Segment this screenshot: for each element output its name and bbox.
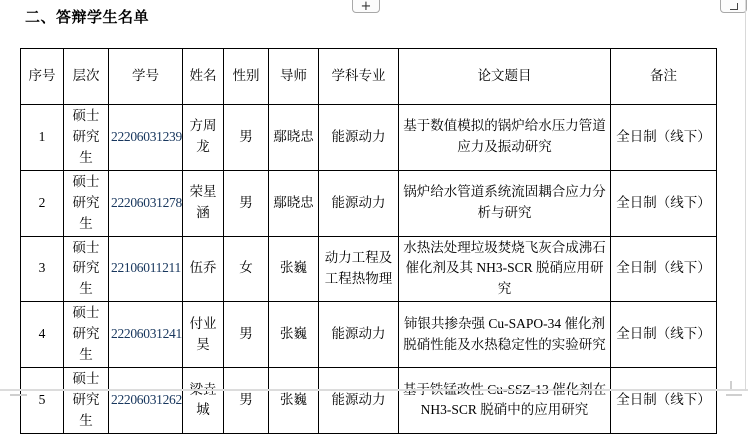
column-header: 序号 [21, 49, 64, 105]
cell-name: 伍乔 [183, 236, 224, 302]
cell-note: 全日制（线下） [611, 368, 717, 434]
cell-index: 5 [21, 368, 64, 434]
cell-name: 方周龙 [183, 105, 224, 171]
cell-gender: 男 [224, 105, 269, 171]
cell-name: 荣星涵 [183, 170, 224, 236]
column-header: 性别 [224, 49, 269, 105]
cell-thesis-title: 水热法处理垃圾焚烧飞灰合成沸石催化剂及其 NH3-SCR 脱硝应用研究 [399, 236, 611, 302]
table-row [21, 170, 717, 236]
plus-icon: + [360, 0, 372, 14]
cell-student-id: 22206031239 [109, 105, 183, 171]
right-edge-divider [745, 0, 746, 391]
cell-major: 能源动力 [319, 368, 399, 434]
add-button[interactable] [352, 0, 380, 13]
cell-advisor: 鄢晓忠 [269, 105, 319, 171]
defense-students-table [20, 48, 717, 434]
cell-note: 全日制（线下） [611, 236, 717, 302]
table-resize-handle[interactable] [730, 381, 732, 389]
cell-major: 动力工程及工程热物理 [319, 236, 399, 302]
column-header: 姓名 [183, 49, 224, 105]
cell-gender: 男 [224, 302, 269, 368]
cell-index: 1 [21, 105, 64, 171]
cell-major: 能源动力 [319, 170, 399, 236]
column-header: 学科专业 [319, 49, 399, 105]
cell-thesis-title: 基于数值模拟的锅炉给水压力管道应力及振动研究 [399, 105, 611, 171]
cell-student-id: 22106011211 [109, 236, 183, 302]
corner-arrow-icon [730, 3, 738, 10]
cell-name: 城 [183, 368, 224, 434]
cell-thesis-title: NH3-SCR 脱硝中的应用研究 [399, 368, 611, 434]
cell-student-id: 22206031262 [109, 368, 183, 434]
cell-advisor: 张巍 [269, 368, 319, 434]
cell-thesis-title: 铈银共掺杂强 Cu-SAPO-34 催化剂脱硝性能及水热稳定性的实验研究 [399, 302, 611, 368]
cell-index: 3 [21, 236, 64, 302]
cell-level: 硕士研究生 [64, 368, 109, 434]
column-header: 论文题目 [399, 49, 611, 105]
header-row [21, 49, 717, 105]
cell-index: 2 [21, 170, 64, 236]
cell-advisor: 张巍 [269, 302, 319, 368]
column-header: 层次 [64, 49, 109, 105]
table-row [21, 302, 717, 368]
cell-thesis-title: 锅炉给水管道系统流固耦合应力分析与研究 [399, 170, 611, 236]
cell-index: 4 [21, 302, 64, 368]
cell-name: 付业昊 [183, 302, 224, 368]
cell-level: 硕士研究生 [64, 105, 109, 171]
table-row [21, 236, 717, 302]
cell-note: 全日制（线下） [611, 105, 717, 171]
page-title: 二、答辩学生名单 [25, 9, 150, 26]
cell-gender: 男 [224, 368, 269, 434]
horizontal-scrollbar-track[interactable] [0, 389, 748, 391]
cell-student-id: 22206031278 [109, 170, 183, 236]
column-header: 导师 [269, 49, 319, 105]
cell-level: 硕士研究生 [64, 236, 109, 302]
cell-student-id: 22206031241 [109, 302, 183, 368]
column-header: 学号 [109, 49, 183, 105]
cell-note: 全日制（线下） [611, 170, 717, 236]
cell-advisor: 鄢晓忠 [269, 170, 319, 236]
cell-advisor: 张巍 [269, 236, 319, 302]
cell-note: 全日制（线下） [611, 302, 717, 368]
column-header: 备注 [611, 49, 717, 105]
table-body [21, 105, 717, 434]
scrollbar-handle-left[interactable] [10, 394, 27, 396]
cell-major: 能源动力 [319, 105, 399, 171]
cell-gender: 男 [224, 170, 269, 236]
scrollbar-handle-right[interactable] [726, 394, 742, 396]
table-row [21, 105, 717, 171]
table-row [21, 368, 717, 434]
cell-major: 能源动力 [319, 302, 399, 368]
cell-level: 硕士研究生 [64, 302, 109, 368]
cell-gender: 女 [224, 236, 269, 302]
expand-button[interactable] [720, 0, 747, 13]
cell-level: 硕士研究生 [64, 170, 109, 236]
